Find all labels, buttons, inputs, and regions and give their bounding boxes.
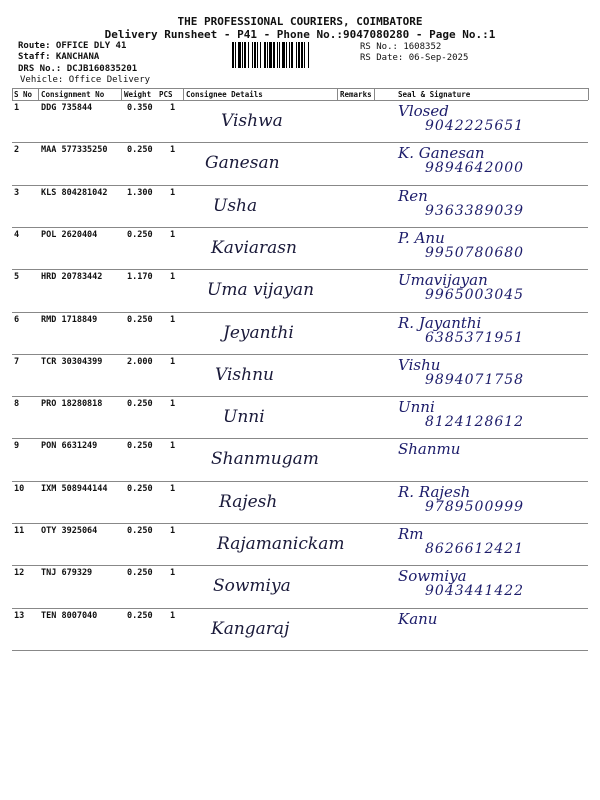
signature: Sowmiya: [398, 567, 467, 586]
consignee-name: Kaviarasn: [211, 237, 297, 258]
serial-number: 6: [14, 314, 20, 325]
table-row-divider: [12, 100, 588, 101]
consignment-number: RMD 1718849: [41, 314, 98, 325]
phone-number: 9950780680: [425, 244, 525, 261]
consignee-name: Vishnu: [215, 364, 274, 385]
pieces-count: 1: [170, 610, 176, 621]
pieces-count: 1: [170, 272, 176, 283]
table-row-divider: [12, 269, 588, 270]
table-row-divider: [12, 396, 588, 397]
signature: Umavijayan: [398, 271, 488, 290]
serial-number: 11: [14, 526, 25, 536]
consignee-name: Unni: [223, 407, 265, 428]
drs-label: DRS No.: DCJB160835201: [18, 64, 138, 74]
weight-value: 0.250: [127, 229, 153, 240]
table-column-divider: [121, 88, 122, 100]
serial-number: 1: [14, 103, 20, 113]
table-column-divider: [38, 88, 39, 100]
consignment-number: PON 6631249: [41, 441, 98, 452]
consignee-name: Kangaraj: [211, 618, 290, 639]
consignee-name: Sowmiya: [213, 576, 291, 597]
weight-value: 0.250: [127, 145, 153, 156]
weight-value: 0.350: [127, 103, 153, 113]
phone-number: 9894071758: [425, 371, 525, 388]
serial-number: 4: [14, 229, 20, 240]
consignee-name: Rajamanickam: [217, 534, 345, 554]
serial-number: 2: [14, 145, 20, 156]
phone-number: 9043441422: [425, 583, 525, 600]
serial-number: 9: [14, 441, 20, 452]
consignment-number: TCR 30304399: [41, 356, 103, 367]
staff-label: Staff: KANCHANA: [18, 52, 100, 62]
serial-number: 7: [14, 356, 20, 367]
table-row-divider: [12, 312, 588, 313]
pieces-count: 1: [170, 526, 176, 536]
consignment-number: TEN 8007040: [41, 610, 98, 621]
signature: Vishu: [398, 355, 441, 374]
table-column-divider: [12, 88, 13, 100]
signature: R. Rajesh: [398, 482, 471, 501]
phone-number: 8626612421: [425, 541, 525, 557]
runsheet-subtitle: Delivery Runsheet - P41 - Phone No.:9047080280 - Page No.:1: [104, 28, 496, 41]
signature: K. Ganesan: [398, 144, 485, 163]
table-row-divider: [12, 438, 588, 439]
consignee-name: Uma vijayan: [207, 280, 315, 301]
weight-value: 0.250: [127, 441, 153, 452]
pieces-count: 1: [170, 145, 176, 156]
consignee-name: Vishwa: [221, 111, 283, 131]
phone-number: 6385371951: [425, 329, 525, 346]
pieces-count: 1: [170, 314, 176, 325]
signature: Ren: [398, 186, 428, 205]
col-header-remarks: Remarks: [340, 90, 372, 99]
pieces-count: 1: [170, 229, 176, 240]
pieces-count: 1: [170, 441, 176, 452]
pieces-count: 1: [170, 187, 176, 198]
signature: Rm: [398, 525, 424, 543]
serial-number: 8: [14, 399, 20, 410]
col-header-pcs: PCS: [159, 90, 173, 99]
weight-value: 0.250: [127, 610, 153, 621]
weight-value: 0.250: [127, 526, 153, 536]
serial-number: 5: [14, 272, 20, 283]
consignment-number: KLS 804281042: [41, 187, 108, 198]
table-row-divider: [12, 650, 588, 651]
weight-value: 0.250: [127, 483, 153, 494]
serial-number: 13: [14, 610, 25, 621]
consignee-name: Rajesh: [219, 491, 278, 512]
consignee-name: Usha: [213, 195, 258, 216]
weight-value: 1.170: [127, 272, 153, 283]
signature: Vlosed: [398, 102, 449, 120]
table-row-divider: [12, 481, 588, 482]
consignee-name: Jeyanthi: [223, 322, 294, 343]
col-header-signature: Seal & Signature: [398, 90, 471, 99]
consignment-number: DDG 735844: [41, 103, 93, 113]
signature: P. Anu: [398, 228, 445, 247]
consignment-number: TNJ 679329: [41, 568, 93, 579]
table-row-divider: [12, 354, 588, 355]
phone-number: 8124128612: [425, 414, 525, 431]
pieces-count: 1: [170, 103, 176, 113]
table-row-divider: [12, 142, 588, 143]
consignment-number: MAA 577335250: [41, 145, 108, 156]
consignee-name: Ganesan: [205, 153, 280, 174]
consignment-number: PRO 18280818: [41, 399, 103, 410]
table-row-divider: [12, 523, 588, 524]
phone-number: 9965003045: [425, 287, 525, 304]
weight-value: 1.300: [127, 187, 153, 198]
pieces-count: 1: [170, 356, 176, 367]
table-row-divider: [12, 227, 588, 228]
barcode: [232, 42, 354, 68]
company-title: THE PROFESSIONAL COURIERS, COIMBATORE: [177, 15, 423, 28]
consignment-number: OTY 3925064: [41, 526, 98, 536]
consignee-name: Shanmugam: [211, 449, 319, 470]
signature: Shanmu: [398, 440, 461, 459]
consignment-number: POL 2620404: [41, 229, 98, 240]
pieces-count: 1: [170, 568, 176, 579]
table-row-divider: [12, 565, 588, 566]
table-row-divider: [12, 608, 588, 609]
serial-number: 3: [14, 187, 20, 198]
signature: Kanu: [398, 609, 438, 628]
table-row-divider: [12, 185, 588, 186]
signature: R. Jayanthi: [398, 313, 482, 332]
weight-value: 0.250: [127, 568, 153, 579]
signature: Unni: [398, 398, 435, 417]
weight-value: 0.250: [127, 399, 153, 410]
table-column-divider: [337, 88, 338, 100]
serial-number: 10: [14, 483, 25, 494]
pieces-count: 1: [170, 483, 176, 494]
col-header-consignee: Consignee Details: [186, 90, 263, 99]
route-label: Route: OFFICE DLY 41: [18, 41, 127, 51]
table-column-divider: [588, 88, 589, 100]
consignment-number: IXM 508944144: [41, 483, 108, 494]
rs-date: RS Date: 06-Sep-2025: [360, 53, 469, 63]
phone-number: 9789500999: [425, 498, 525, 515]
col-header-consignment: Consignment No: [41, 90, 105, 99]
pieces-count: 1: [170, 399, 176, 410]
vehicle-label: Vehicle: Office Delivery: [20, 75, 151, 85]
col-header-sno: S No: [14, 90, 33, 99]
serial-number: 12: [14, 568, 25, 579]
phone-number: 9363389039: [425, 202, 525, 219]
table-column-divider: [374, 88, 375, 100]
rs-number: RS No.: 1608352: [360, 42, 442, 52]
col-header-weight: Weight: [124, 90, 152, 99]
consignment-number: HRD 20783442: [41, 272, 103, 283]
table-row-divider: [12, 88, 588, 89]
phone-number: 9894642000: [425, 160, 525, 177]
weight-value: 2.000: [127, 356, 153, 367]
weight-value: 0.250: [127, 314, 153, 325]
table-column-divider: [183, 88, 184, 100]
phone-number: 9042225651: [425, 118, 525, 134]
